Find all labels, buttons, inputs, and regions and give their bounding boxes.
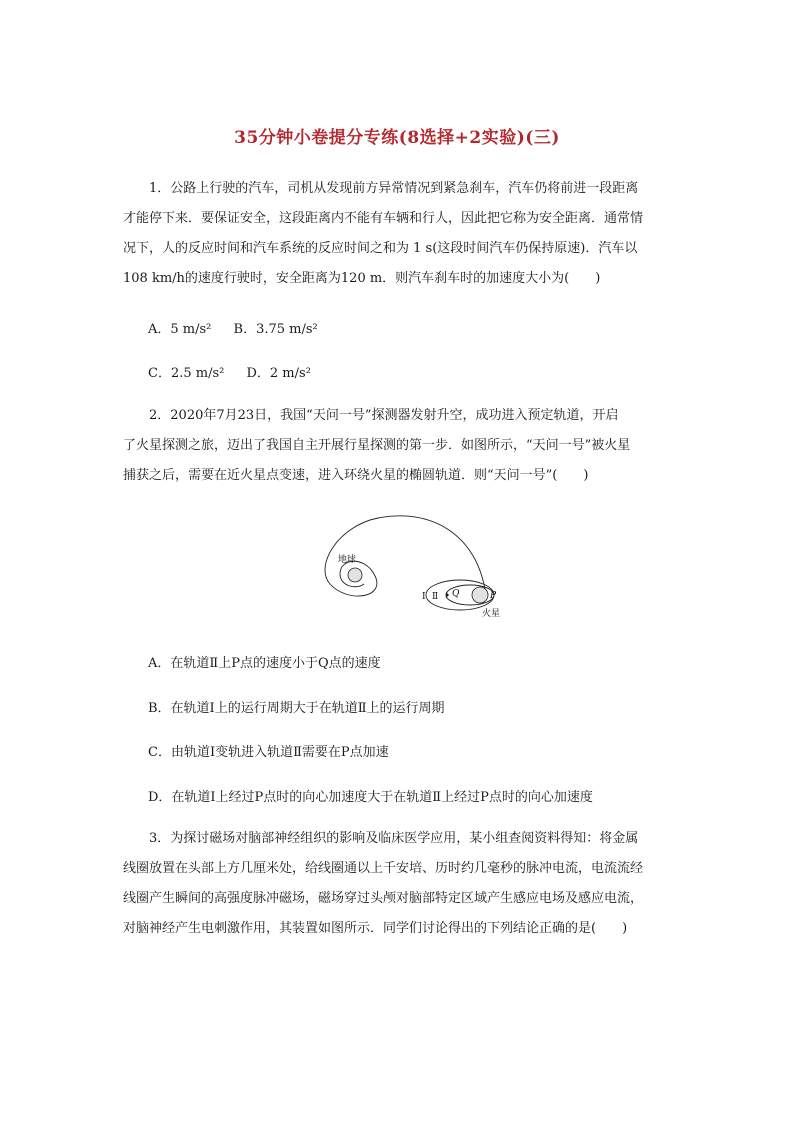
- mars-planet: [472, 587, 488, 603]
- question-1-line: 况下，人的反应时间和汽车系统的反应时间之和为 1 s(这段时间汽车仍保持原速)．汽车以: [123, 241, 638, 256]
- option-a: A．5 m/s²: [148, 322, 212, 337]
- mars-label: 火星: [482, 609, 501, 619]
- question-1-stem: [123, 174, 671, 294]
- question-3-line: 线圈产生瞬间的高强度脉冲磁场，磁场穿过头颅对脑部特定区域产生感应电场及感应电流，: [123, 891, 644, 906]
- page-title: 35分钟小卷提分专练(8选择+2实验)(三): [234, 128, 560, 148]
- question-2-option-b: B．在轨道Ⅰ上的运行周期大于在轨道Ⅱ上的运行周期: [148, 701, 445, 716]
- question-2-option-c: C．由轨道Ⅰ变轨进入轨道Ⅱ需要在P点加速: [148, 745, 389, 760]
- q-label: Q: [452, 589, 460, 599]
- question-3-stem: [123, 824, 671, 944]
- question-2-option-d: D．在轨道Ⅰ上经过P点时的向心加速度大于在轨道Ⅱ上经过P点时的向心加速度: [148, 790, 593, 805]
- p-label: P: [490, 591, 497, 601]
- question-1-line: 108 km/h的速度行驶时，安全距离为120 m．则汽车刹车时的加速度大小为( ): [123, 271, 601, 286]
- question-2-line: 2．2020年7月23日，我国“天问一号”探测器发射升空，成功进入预定轨道，开启: [149, 408, 619, 423]
- q-arrow: [446, 592, 449, 598]
- question-1-line: 才能停下来．要保证安全，这段距离内不能有车辆和行人，因此把它称为安全距离．通常情: [123, 211, 644, 226]
- option-c: C．2.5 m/s²: [148, 366, 225, 381]
- question-3-line: 3．为探讨磁场对脑部神经组织的影响及临床医学应用，某小组查阅资料得知：将金属: [149, 831, 639, 846]
- earth-planet: [348, 568, 362, 582]
- question-1-options-ab: [148, 318, 318, 337]
- question-3-line: 线圈放置在头部上方几厘米处，给线圈通以上千安培、历时约几毫秒的脉冲电流，电流流经: [123, 861, 644, 876]
- question-2-line: 捕获之后，需要在近火星点变速，进入环绕火星的椭圆轨道．则“天问一号”( ): [123, 468, 589, 483]
- option-d: D．2 m/s²: [246, 366, 311, 381]
- question-1-line: 1．公路上行驶的汽车，司机从发现前方异常情况到紧急刹车，汽车仍将前进一段距离: [149, 181, 639, 196]
- orbit-figure: [318, 512, 514, 624]
- question-2-stem: [123, 401, 671, 491]
- question-2-line: 了火星探测之旅，迈出了我国自主开展行星探测的第一步．如图所示，“天问一号”被火星: [123, 438, 631, 453]
- option-b: B．3.75 m/s²: [233, 322, 318, 337]
- question-3-line: 对脑神经产生电刺激作用，其装置如图所示．同学们讨论得出的下列结论正确的是( ): [123, 921, 628, 936]
- question-2-option-a: A．在轨道Ⅱ上P点的速度小于Q点的速度: [148, 656, 381, 671]
- earth-label: 地球: [338, 555, 357, 565]
- orbit-1-label: Ⅰ: [422, 592, 426, 602]
- orbit-2-label: Ⅱ: [432, 592, 439, 602]
- question-1-options-cd: [148, 362, 311, 381]
